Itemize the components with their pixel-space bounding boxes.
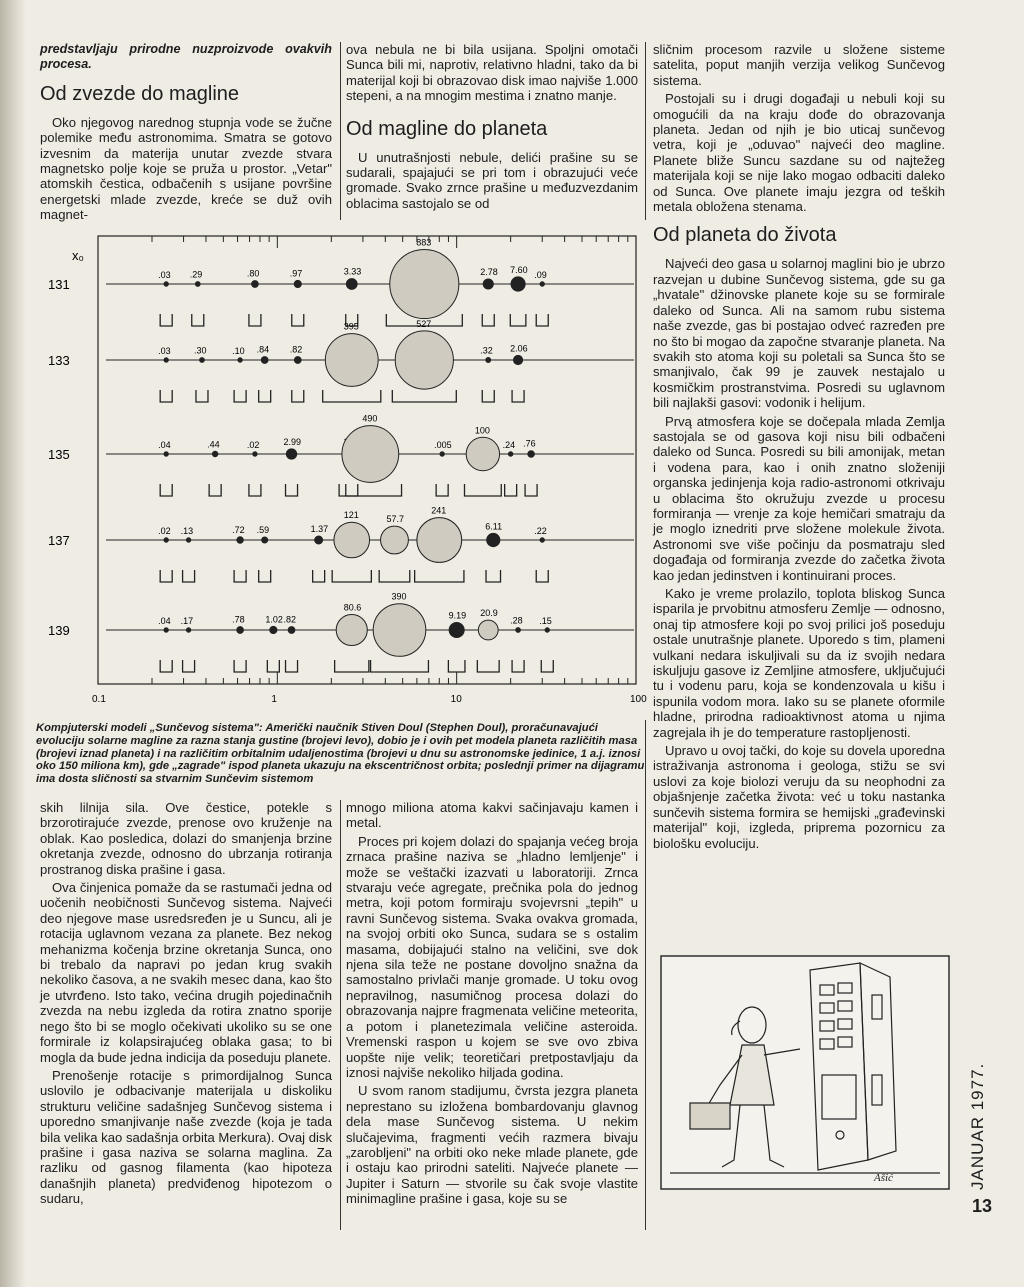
planet	[390, 249, 459, 318]
planet-mass-label: 6.11	[485, 521, 503, 532]
planet-mass-label: .32	[480, 345, 493, 356]
planet	[346, 279, 357, 290]
column-divider	[340, 42, 341, 220]
paragraph: Ova činjenica pomaže da se rastumači jedna od uočenih neobičnosti Sunčevog sistema. Najveći deo njegove mase usredsređen je u Suncu, ali je rotacija uglavnom vezana za planete. Bez nekog mehanizma kočenja brzine okretanja Sunca, ono bi trebalo da napravi po jedan krug svakih nekoliko časova, a ne svakih mesec dana, kao što je utvrđeno. Isto tako, većina drugih pojedinačnih zvezda na nebu izgleda da rotira znatno sporije nego što bi se moglo očekivati ukoliko su se one formirale iz kolapsirajućeg oblaka gasa; to bi mogla da bude jedna indicija da poseduju planete.	[40, 880, 332, 1065]
planet	[294, 280, 301, 287]
paragraph: Oko njegovog narednog stupnja vode se žučne polemike među astronomima. Smatra se gotovo izvesnim da materija unutar zvezde stvara magnetsko polje koje se pruža u prostor. „Vetar" atomskih čestica, odbačenih s usijane površine energetski mlade zvezde, kreće se duž ovih magnet-	[40, 114, 332, 223]
eccentricity-bracket	[234, 390, 246, 402]
column-divider	[340, 800, 341, 1230]
paragraph: Prenošenje rotacije s primordijalnog Sunca uslovilo je odbacivanje materijala u diskoliku strukturu veličine sadašnjeg Sunčevog sistema i uporedno smanjivanje naše zvezde (koja je tada bila velika kao sadašnja orbita Merkura). Ovaj disk prašine i gasa naziva se solarna maglina. Za razliku od gasnog filamenta (kao hipoteza današnjih planeta) predviđenog hipotezom o sudaru,	[40, 1067, 332, 1207]
eccentricity-bracket	[477, 660, 499, 672]
planet-mass-label: .04	[158, 439, 171, 450]
planet	[288, 627, 295, 634]
planet	[238, 358, 242, 362]
planet-mass-label: .13	[180, 525, 194, 536]
x-tick-label: 100	[630, 694, 647, 705]
planet-mass-label: .03	[158, 345, 171, 356]
eccentricity-bracket	[392, 390, 456, 402]
planet-mass-label: 57.7	[386, 514, 405, 525]
planet	[164, 282, 168, 286]
planet	[262, 537, 268, 543]
caption-text: Američki naučnik Stiven Doul (Stephen Doul), proračunavajući evoluciju solarne magline za razna stanja gustine (brojevi levo), dobio je i ovih pet modela planeta različitih masa (brojevi iznad planeta) i na različitim orbitalnim udaljenostima (brojevi u dnu su astronomske jedinice, 1 a.j. iznosi oko 150 miliona km), gde „zagrade" ispod planeta ukazuju na ekscentričnost orbita; poslednji primer na dijagramu ima dosta sličnosti sa stvarnim Sunčevim sistemom	[36, 722, 645, 786]
eccentricity-bracket	[415, 570, 464, 582]
page-gutter-shadow	[0, 0, 26, 1287]
planet-mass-label: 527	[416, 318, 432, 329]
eccentricity-bracket	[249, 484, 261, 496]
eccentricity-bracket	[505, 484, 517, 496]
eccentricity-bracket	[183, 660, 195, 672]
planet	[315, 536, 323, 544]
eccentricity-bracket	[183, 570, 195, 582]
column-divider	[645, 42, 646, 220]
planet-mass-label: .72	[232, 524, 245, 535]
planet	[186, 538, 190, 542]
planet-mass-label: 490	[362, 413, 378, 424]
solar-system-models-figure	[36, 232, 650, 708]
paragraph: skih lilnija sila. Ove čestice, potekle s brzorotirajuće zvezde, prenose ovo kruženje na oblak. Kao posledica, dolazi do smanjenja brzine okretanja zvezde, odnosno do ubrzanja rotiranja prostranog diska prašine i gasa.	[40, 800, 332, 877]
planet-mass-label: .10	[232, 345, 245, 356]
planet-mass-label: .02	[158, 525, 171, 536]
eccentricity-bracket	[234, 570, 246, 582]
planet	[545, 628, 549, 632]
planet-mass-label: .005	[434, 439, 452, 450]
paragraph: Upravo u ovoj tački, do koje su dovela uporedna istraživanja astronoma i geologa, stižu se svi uslovi za koje biolozi veruju da su neophodni za objašnjenje začetka života: već u toku nastanka sunčevih sistema formira se hemijski „građevinski materijal" koji, izgleda, priprema pozornicu za biološku evoluciju.	[653, 743, 945, 851]
planet	[478, 620, 498, 640]
planet	[342, 426, 399, 483]
planet-mass-label: 2.06	[510, 343, 528, 354]
planet	[511, 277, 525, 291]
planet-mass-label: .30	[193, 345, 207, 356]
planet-mass-label: 3.33	[343, 266, 362, 277]
column-2-top	[346, 42, 638, 214]
eccentricity-bracket	[292, 314, 304, 326]
planet	[487, 533, 500, 546]
planet	[417, 518, 462, 563]
issue-date: JANUAR 1977.	[968, 1062, 987, 1190]
planet	[483, 279, 493, 289]
planet	[253, 452, 257, 456]
planet	[334, 522, 370, 558]
planet-mass-label: 1.02	[265, 614, 283, 625]
planet-mass-label: .97	[289, 268, 303, 279]
planet	[528, 451, 535, 458]
eccentricity-bracket	[482, 314, 494, 326]
eccentricity-bracket	[536, 314, 548, 326]
paragraph: mnogo miliona atoma kakvi sačinjavaju kamen i metal.	[346, 800, 638, 831]
cartoon-signature: Ašić	[874, 1172, 893, 1184]
eccentricity-bracket	[464, 484, 501, 496]
eccentricity-bracket	[486, 570, 500, 582]
heading-od-planeta-do-zivota: Od planeta do života	[653, 224, 837, 247]
planet-mass-label: 395	[343, 321, 359, 332]
planet	[212, 451, 217, 456]
paragraph: Prvą atmosfera koje se dočepala mlada Zemlja sastojala se od gasova koji nisu bili odbačeni daleko od Sunca. Posredi su bili amonijak, metan i vodena para, kao i onih znatno složeniji organska jedinjenja koja radio-astronomi otkrivaju u oblacima što okružuju zvezde u procesu formiranja — vrenje za koje hemičari smatraju da je moglo iznedriti prve složene molekule života. Astronomi sve više počinju da posmatraju sled događaja od formiranja zvezde do začetka života kao jedan jedinstven i kontinuirani proces.	[653, 413, 945, 583]
eccentricity-bracket	[536, 570, 548, 582]
planet-mass-label: .15	[539, 615, 552, 626]
planet	[395, 331, 453, 389]
planet	[381, 526, 409, 554]
paragraph: sličnim procesom razvile u složene sisteme satelita, poput manjih verzija velikog Sunčevog sistema.	[653, 42, 945, 88]
paragraph: Proces pri kojem dolazi do spajanja većeg broja zrnaca prašine naziva se „hladno lemljenje" i može se veštački izazvati u laboratoriji. Zrnca stvaraju veće agregate, prečnika pola do jednog metra, koji potom formiraju svojevrsni „tepih" u ravni Sunčevog sistema. Svaka ovakva gromada, na svojoj orbiti oko Sunca, sudara se s ostalim masama, dobijajući stalno na veličini, sve dok njena sila teže ne postane dovoljno snažna da samostalno privlači manje gromade. U toku ovog nepravilnog, nasumičnog procesa dolazi do obrazovanja najpre fragmenata veličine meteorita, a potom i planetezimala veličine asteroida. Vremenski raspon u kojem se sve ovo zbiva uopšte nije velik; teoretičari pretpostavljaju da iznosi najviše nekoliko hiljada godina.	[346, 833, 638, 1080]
figure-canvas	[36, 232, 650, 708]
paragraph: ova nebula ne bi bila usijana. Spoljni omotači Sunca bili mi, naprotiv, relativno hladni, tako da bi materijal koji bi obrazovao disk imao najviše 1.000 stepeni, a na mnogim mestima i znatno manje.	[346, 42, 638, 104]
planet-mass-label: .22	[534, 525, 547, 536]
column-3	[653, 42, 945, 854]
planet	[373, 604, 426, 657]
density-label: 137	[48, 533, 70, 548]
eccentricity-bracket	[286, 660, 298, 672]
eccentricity-bracket	[160, 570, 172, 582]
planet-mass-label: .02	[246, 439, 260, 450]
eccentricity-bracket	[160, 484, 172, 496]
caption-title: Kompjuterski modeli „Sunčevog sistema":	[36, 722, 263, 734]
planet	[164, 358, 168, 362]
eccentricity-bracket	[335, 660, 369, 672]
planet-mass-label: 883	[416, 237, 432, 248]
eccentricity-bracket	[482, 390, 494, 402]
planet	[200, 358, 205, 363]
planet	[513, 355, 522, 364]
eccentricity-bracket	[313, 570, 325, 582]
eccentricity-bracket	[448, 660, 465, 672]
planet	[540, 538, 544, 542]
planet-mass-label: .84	[256, 344, 270, 355]
planet-mass-label: .04	[158, 615, 171, 626]
planet-mass-label: 80.6	[343, 602, 362, 613]
paragraph: U svom ranom stadijumu, čvrsta jezgra planeta neprestano su izložena bombardovanju glavnog dela mase Sunčevog sistema. U nekim slučajevima, fragmenti većih razmera bivaju „zarobljeni" na orbiti oko neke mlade planete, gde i ostaju kao prirodni sateliti. Najveće planete — Jupiter i Saturn — stvorile su čak svoje vlastite minimagline prašine i gasa, koje su se	[346, 1083, 638, 1207]
paragraph: Najveći deo gasa u solarnoj maglini bio je ubrzo razvejan u dubine Sunčevog sistema, gde su ga „hvatale" džinovske planete koje su se formirale daleko od Sunca. Ali na samom rubu sistema naše zvezde, gas bi postajao odveć razređen pre no što bi mogao da započne stvaranje planeta. Na svakih sto atoma koji su poletali sa Sunca što se smanjivalo, čak 99 je zauvek nestajalo u kosmičkim prostranstvima. Posredi su uglavnom bili najlakši gasovi: vodonik i helijum.	[653, 256, 945, 411]
eccentricity-bracket	[259, 570, 271, 582]
planet	[261, 357, 268, 364]
planet	[325, 334, 378, 387]
planet-mass-label: .80	[246, 268, 260, 279]
eccentricity-bracket	[512, 390, 524, 402]
model-row-133	[48, 319, 634, 402]
paragraph: U unutrašnjosti nebule, delići prašine su se sudarali, spajajući se pri tom i obrazujući veće gromade. Svako zrnce prašine u međuzvezdanim oblacima sastojalo se od	[346, 149, 638, 211]
eccentricity-bracket	[541, 660, 553, 672]
eccentricity-bracket	[332, 570, 371, 582]
eccentricity-bracket	[192, 314, 204, 326]
column-divider	[645, 720, 646, 1230]
planet	[294, 357, 301, 364]
planet-mass-label: .59	[256, 524, 270, 535]
planet-mass-label: .24	[502, 439, 516, 450]
heading-od-zvezde-do-magline: Od zvezde do magline	[40, 82, 240, 105]
eccentricity-bracket	[196, 390, 208, 402]
eccentricity-bracket	[160, 660, 172, 672]
x-tick-label: 1	[271, 694, 277, 705]
eccentricity-bracket	[267, 660, 279, 672]
planet	[237, 627, 244, 634]
planet	[164, 452, 168, 456]
density-label: 135	[48, 447, 70, 462]
x-tick-label: 0.1	[92, 694, 106, 705]
planet-mass-label: .82	[289, 344, 303, 355]
planet-mass-label: 2.78	[480, 266, 498, 277]
column-1-top	[40, 42, 332, 226]
eccentricity-bracket	[525, 484, 537, 496]
column-1-bottom	[40, 800, 332, 1210]
eccentricity-bracket	[292, 390, 304, 402]
eccentricity-bracket	[286, 484, 298, 496]
model-row-131	[48, 237, 634, 326]
planet-mass-label: 241	[431, 505, 447, 516]
planet-mass-label: 2.99	[283, 436, 302, 447]
paragraph: Postojali su i drugi događaji u nebuli koji su omogućili da na kraju dođe do obrazovanja planeta. Jedan od njih je bio uticaj sunčevog vetra, koji je „oduvao" najveći deo magline. Planete bliže Suncu sazdane su od najtežeg materijala koji se nije lako mogao odbaciti daleko od Sunca. Ove planete imaju jezgra od teških metala obložena stenama.	[653, 91, 945, 215]
planet	[237, 537, 243, 543]
planet	[466, 437, 499, 470]
planet	[516, 628, 521, 633]
eccentricity-bracket	[259, 390, 271, 402]
eccentricity-bracket	[323, 390, 381, 402]
cartoon-frame	[661, 956, 949, 1189]
planet	[336, 614, 367, 645]
planet-mass-label: 390	[391, 591, 407, 602]
eccentricity-bracket	[209, 484, 221, 496]
planet-mass-label: 100	[474, 425, 490, 436]
planet-mass-label: .76	[523, 438, 536, 449]
planet-mass-label: 121	[343, 510, 359, 521]
eccentricity-bracket	[371, 660, 429, 672]
planet-mass-label: .03	[158, 269, 171, 280]
planet	[252, 281, 259, 288]
planet	[540, 282, 544, 286]
planet-mass-label: .82	[283, 614, 297, 625]
planet	[164, 628, 168, 632]
page-number: 13	[972, 1196, 993, 1216]
planet-mass-label: 9.19	[448, 610, 467, 621]
model-row-137	[48, 506, 634, 582]
figure-caption	[36, 722, 648, 786]
x0-label: x₀	[72, 248, 84, 263]
paragraph: Kako je vreme prolazilo, toplota bliskog Sunca isparila je prvobitnu atmosferu Zemlje — odnosno, onaj tip atmosfere koji po svoj prilici još poseduju ostale unutrašnje planete. Uporedo s tim, plameni vulkani nedara iskuljivali su da iz svojih nedara iskuljuju gasove iz Zemljine atmosfere, uključujući tu i vodenu paru, koja se kondenzovala u kišu i ispunila vodom mora. Iako su se planete oformile hladne, prirodna radioaktivnost atoma u njima zagrejala ih je do temperature rastopljenosti.	[653, 586, 945, 740]
density-label: 133	[48, 353, 70, 368]
density-label: 131	[48, 277, 70, 292]
lead-text: predstavljaju prirodne nuzproizvode ovakvih procesa.	[40, 42, 332, 72]
model-row-135	[48, 414, 634, 496]
heading-od-magline-do-planeta: Od magline do planeta	[346, 117, 548, 140]
density-label: 139	[48, 623, 70, 638]
eccentricity-bracket	[234, 660, 246, 672]
planet-mass-label: 7.60	[510, 264, 528, 275]
planet	[486, 358, 491, 363]
eccentricity-bracket	[160, 390, 172, 402]
planet	[195, 282, 200, 287]
planet	[270, 626, 277, 633]
planet-mass-label: .44	[207, 439, 220, 450]
planet-mass-label: 1.37	[310, 524, 329, 535]
eccentricity-bracket	[339, 484, 401, 496]
planet-mass-label: .17	[180, 615, 194, 626]
planet	[508, 452, 512, 456]
planet	[286, 449, 296, 459]
eccentricity-bracket	[160, 314, 172, 326]
model-row-139	[48, 592, 634, 672]
planet-mass-label: 20.9	[480, 608, 498, 619]
planet	[164, 538, 168, 542]
eccentricity-bracket	[249, 314, 261, 326]
eccentricity-bracket	[379, 570, 410, 582]
planet-mass-label: .28	[510, 615, 523, 626]
planet	[449, 622, 464, 637]
cartoon-illustration	[660, 955, 950, 1190]
planet	[186, 628, 190, 632]
eccentricity-bracket	[512, 660, 524, 672]
x-tick-label: 10	[450, 694, 462, 705]
eccentricity-bracket	[346, 484, 358, 496]
eccentricity-bracket	[436, 484, 448, 496]
planet-mass-label: .78	[232, 614, 245, 625]
planet-mass-label: .09	[534, 269, 547, 280]
planet	[440, 452, 444, 456]
column-2-bottom	[346, 800, 638, 1210]
figure-rows	[48, 237, 634, 672]
eccentricity-bracket	[510, 314, 526, 326]
planet-mass-label: .29	[189, 269, 203, 280]
